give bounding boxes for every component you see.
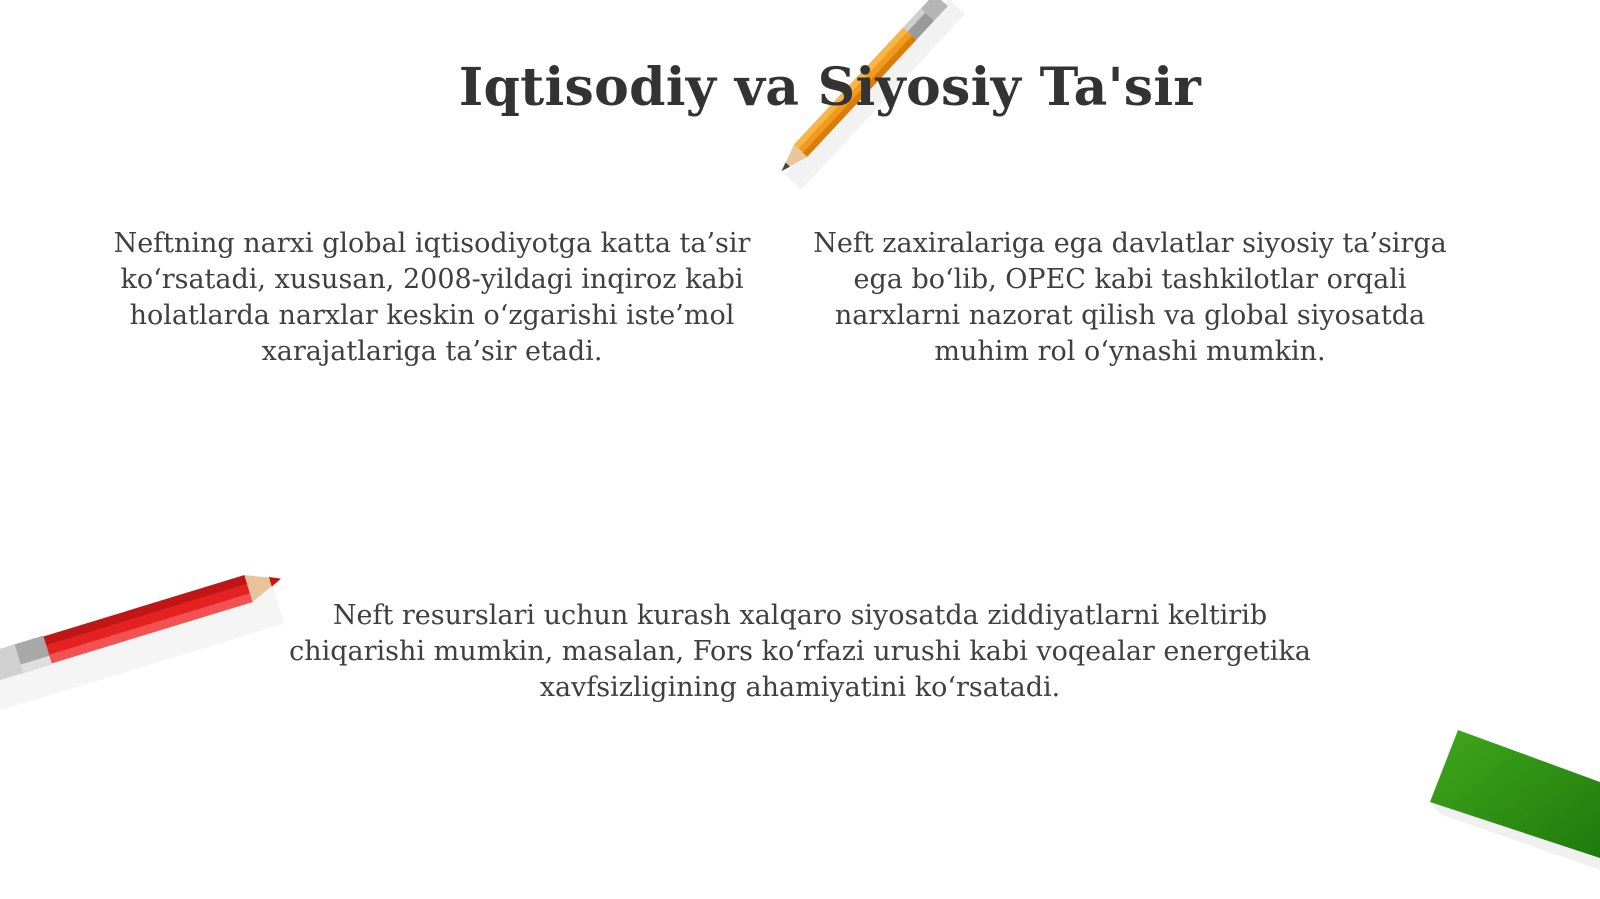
slide-title: Iqtisodiy va Siyosiy Ta'sir xyxy=(458,57,1202,118)
red-pencil-icon xyxy=(0,570,300,720)
green-pencil-icon xyxy=(1430,730,1600,899)
paragraph-political-influence: Neft zaxiralariga ega davlatlar siyosiy ta’sirga ega bo‘lib, OPEC kabi tashkilotlar orqali narxlarni nazorat qilish va global siyosatda muhim rol o‘ynashi mumkin. xyxy=(813,228,1447,367)
paragraph-economic-impact: Neftning narxi global iqtisodiyotga katta ta’sir ko‘rsatadi, xususan, 2008-yildagi inqiroz kabi holatlarda narxlar keskin o‘zgarishi iste’mol xarajatlariga ta’sir etadi. xyxy=(113,228,751,367)
paragraph-conflict: Neft resurslari uchun kurash xalqaro siyosatda ziddiyatlarni keltirib chiqarishi mumkin, masalan, Fors ko‘rfazi urushi kabi voqealar energetika xavfsizligining ahamiyatini ko‘rsatadi. xyxy=(289,600,1311,703)
